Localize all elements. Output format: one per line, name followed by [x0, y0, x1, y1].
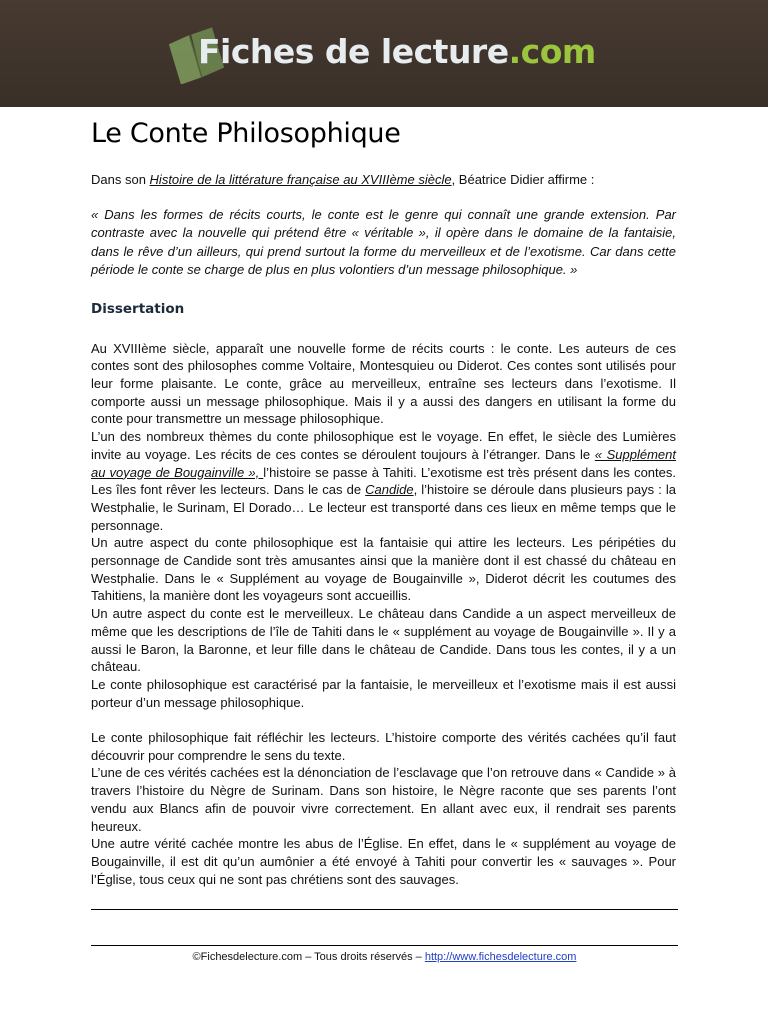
paragraph-2-text: , l’histoire se déroule dans plusieurs pays : la Westphalie, le Surinam, El Dorado… Le lecteur est transporté dans ces lieux en même temps que le personnage.: [91, 482, 676, 533]
paragraph-2: [91, 428, 676, 534]
page-title: Le Conte Philosophique: [91, 118, 401, 149]
book-title: Histoire de la littérature française au XVIIIème siècle: [149, 172, 452, 187]
dissertation-body: [91, 340, 676, 889]
brand-logo[interactable]: [198, 26, 596, 78]
bougainville-title: « Supplément au voyage de Bougainville »,: [91, 446, 676, 480]
copyright-text: ©Fichesdelecture.com – Tous droits réservés –: [192, 951, 425, 963]
paragraph-3: Un autre aspect du conte philosophique est la fantaisie qui attire les lecteurs. Les péripéties du personnage de Candide sont très amusantes ainsi que la manière dont il est chassé du château en Westphalie. Dans le « Supplément au voyage de Bougainville », Diderot décrit les coutumes des Tahitiens, la manière dont les voyageurs sont accueillis.: [91, 535, 676, 604]
brand-main: Fiches de lecture: [198, 32, 509, 71]
paragraph-gap: [91, 711, 676, 729]
paragraph-7: L’une de ces vérités cachées est la dénonciation de l’esclavage que l’on retrouve dans « Candide » à travers l’histoire du Nègre de Surinam. Dans son histoire, le Nègre raconte que ses parents l’ont vendu aux Blancs afin de pouvoir vivre correctement. En allant avec eux, il rendrait ses parents heureux.: [91, 765, 676, 834]
site-link[interactable]: http://www.fichesdelecture.com: [424, 951, 577, 963]
paragraph-2-text: L’un des nombreux thèmes du conte philosophique est le voyage. En effet, le siècle des Lumières invite au voyage. Les récits de ces contes se déroulent toujours à l’étranger. Dans le: [91, 429, 676, 462]
paragraph-2-text: l’histoire se passe à Tahiti. L’exotisme est très présent dans les contes. Les îles font rêver les lecteurs. Dans le cas de: [91, 464, 676, 498]
site-header: [0, 0, 768, 107]
intro-prefix: Dans son: [91, 172, 150, 187]
paragraph-8: Une autre vérité cachée montre les abus de l’Église. En effet, dans le « supplément au voyage de Bougainville, il est dit qu’un aumônier a été envoyé à Tahiti pour convertir les « sauvages ». Pour l’Église, tous ceux qui ne sont pas chrétiens sont des sauvages.: [91, 836, 676, 887]
intro-suffix: , Béatrice Didier affirme :: [451, 172, 595, 187]
section-title: Dissertation: [91, 300, 185, 317]
paragraph-5: Le conte philosophique est caractérisé par la fantaisie, le merveilleux et l’exotisme mais il est aussi porteur d’un message philosophique.: [91, 676, 676, 710]
quote-block: « Dans les formes de récits courts, le conte est le genre qui connaît une grande extension. Par contraste avec la nouvelle qui prétend être « véritable », il opère dans le domaine de la fantaisie, dans le rêve d’un ailleurs, qui prend surtout la forme du merveilleux et de l’exotisme. Car dans cette période le conte se charge de plus en plus volontiers d’un message philosophique. »: [91, 207, 676, 278]
candide-title: Candide: [365, 482, 414, 498]
content-divider: [91, 909, 678, 910]
paragraph-6: Le conte philosophique fait réfléchir les lecteurs. L’histoire comporte des vérités cachées qu’il faut découvrir pour comprendre le sens du texte.: [91, 730, 676, 763]
page-footer: [91, 950, 678, 964]
intro-line: [91, 171, 676, 188]
paragraph-4: Un autre aspect du conte est le merveilleux. Le château dans Candide a un aspect merveilleux de même que les descriptions de l’île de Tahiti dans le « supplément au voyage de Bougainville ». Il y a aussi le Baron, la Baronne, et leur fille dans le château de Candide. Dans tous les contes, il y a un château.: [91, 606, 676, 675]
document-content: [91, 114, 676, 888]
paragraph-1: Au XVIIIème siècle, apparaît une nouvelle forme de récits courts : le conte. Les auteurs de ces contes sont des philosophes comme Voltaire, Montesquieu ou Diderot. Ces contes sont utilisés pour leur forme plaisante. Le conte, grâce au merveilleux, entraîne ses lecteurs dans l’exotisme. Il comporte aussi un message philosophique. Mais il y a aussi des dangers en utilisant la forme du conte pour transmettre un message philosophique.: [91, 340, 676, 427]
brand-tld: .com: [508, 32, 596, 71]
footer-divider: [91, 945, 678, 946]
